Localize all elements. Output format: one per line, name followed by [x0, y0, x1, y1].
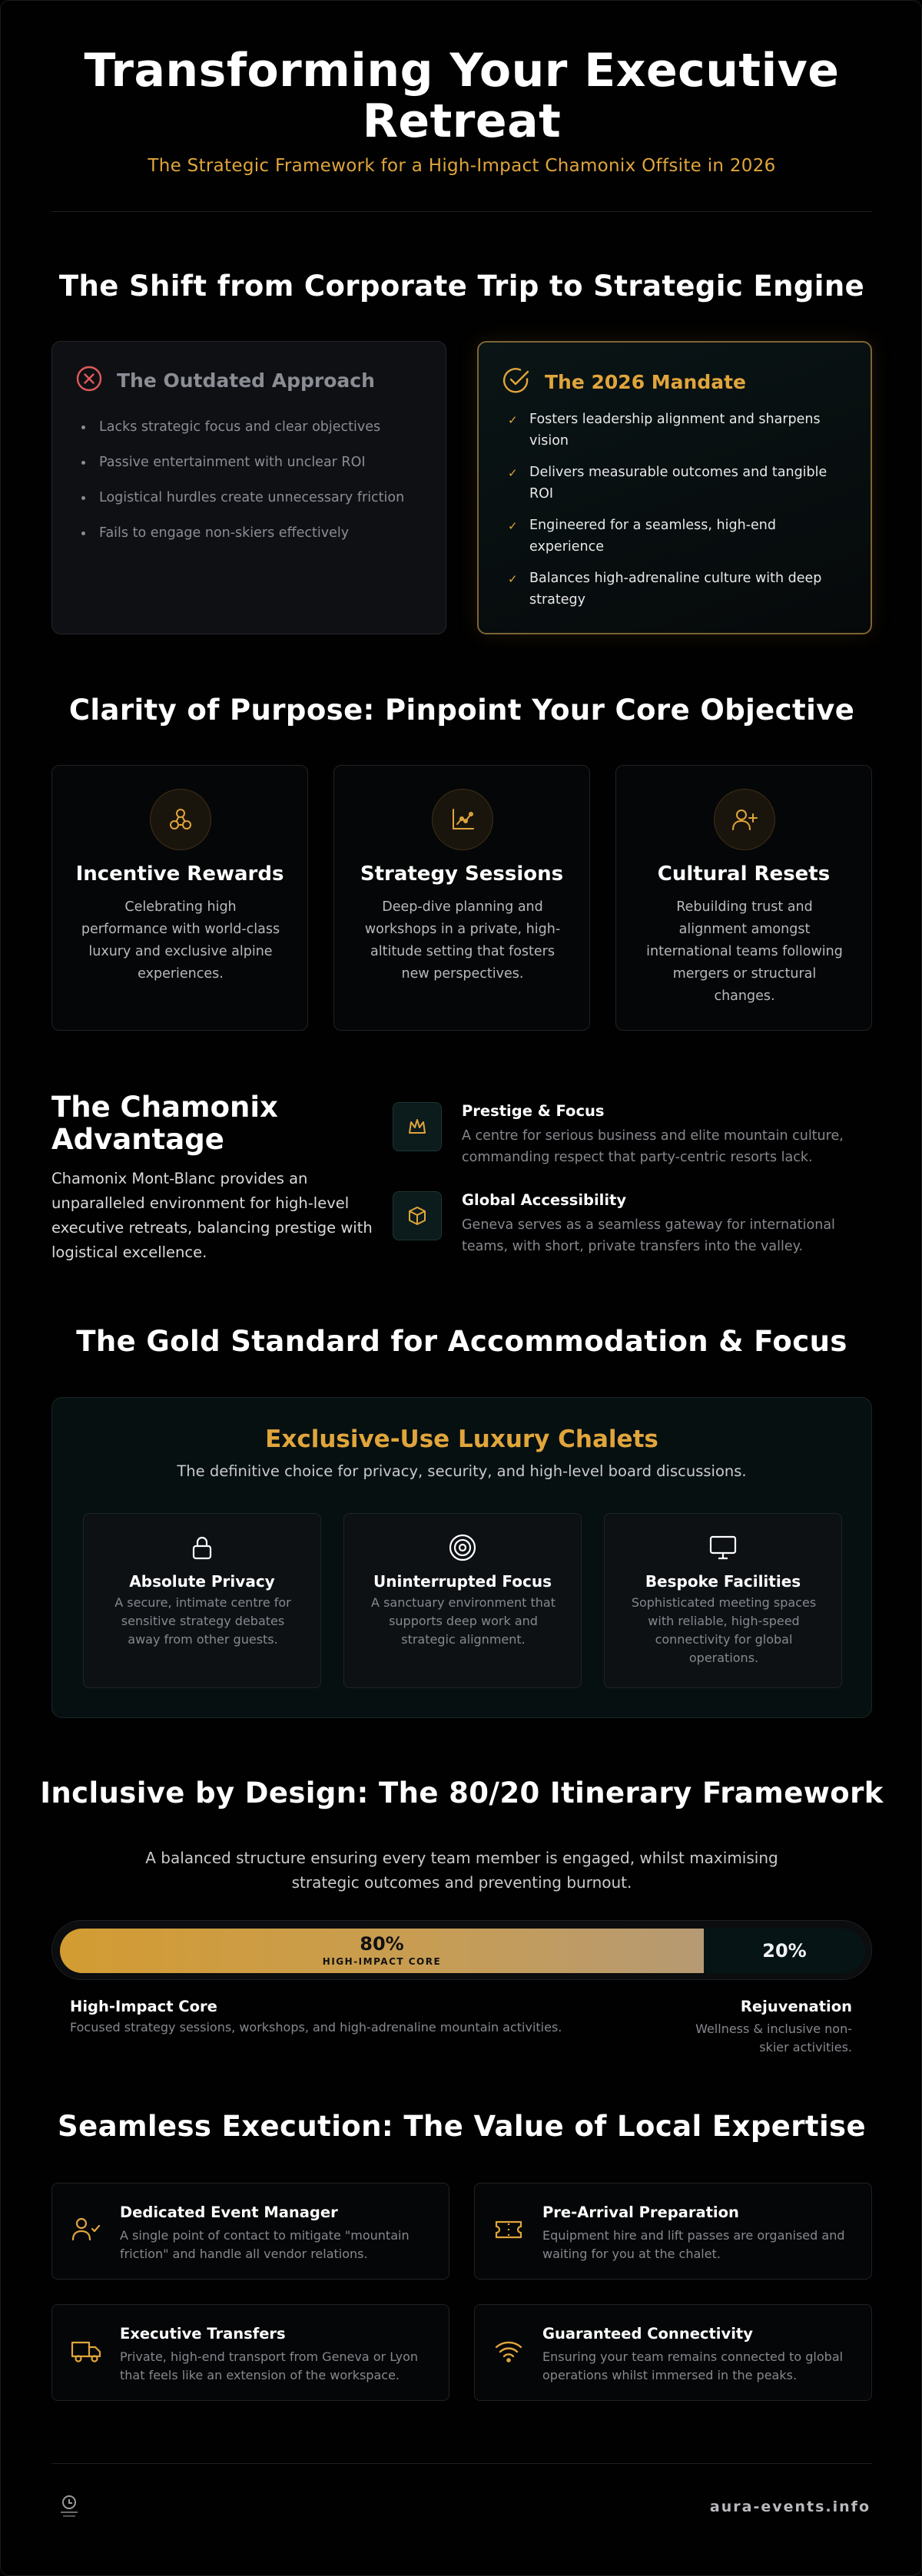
core-legend-title: High-Impact Core	[70, 1998, 217, 2015]
check-icon: ✓	[508, 572, 518, 586]
page-title: Transforming Your Executive Retreat	[84, 44, 840, 148]
exec-card-title: Dedicated Event Manager	[120, 2204, 338, 2221]
itinerary-heading: Inclusive by Design: The 80/20 Itinerary Framework	[40, 1776, 884, 1809]
exec-card-desc: A single point of contact to mitigate "mountain friction" and handle all vendor relations.	[120, 2228, 410, 2261]
x-circle-icon	[75, 365, 103, 396]
monitor-icon	[605, 1532, 841, 1563]
purpose-card-desc: Rebuilding trust and alignment amongst international teams following mergers or structural changes.	[646, 899, 843, 1004]
check-circle-icon	[502, 366, 531, 398]
chalet-feature-privacy	[83, 1513, 321, 1688]
list-item: ✓ Delivers measurable outcomes and tangible ROI	[508, 462, 854, 505]
list-item: ✓ Balances high-adrenaline culture with deep strategy	[508, 568, 854, 611]
feature-desc: Geneva serves as a seamless gateway for international teams, with short, private transfers into the valley.	[462, 1217, 835, 1254]
exec-card-title: Guaranteed Connectivity	[542, 2325, 753, 2343]
list-item: Lacks strategic focus and clear objectives	[81, 409, 404, 445]
network-icon	[150, 789, 211, 850]
list-item: Logistical hurdles create unnecessary friction	[81, 480, 404, 515]
lock-icon	[84, 1532, 320, 1563]
gold-heading: The Gold Standard for Accommodation & Focus	[76, 1325, 847, 1358]
purpose-card-title: Strategy Sessions	[360, 863, 564, 886]
purpose-card-desc: Deep-dive planning and workshops in a private, high-altitude setting that fosters new perspectives.	[364, 899, 561, 982]
outdated-list	[81, 409, 404, 551]
exec-card-preparation	[474, 2183, 872, 2280]
feature-desc: A centre for serious business and elite mountain culture, commanding respect that party-centric resorts lack.	[462, 1128, 844, 1165]
divider	[51, 2463, 872, 2464]
divider	[51, 211, 872, 212]
rest-percent: 20%	[762, 1940, 807, 1962]
purpose-card-cultural	[615, 765, 872, 1031]
mandate-title: The 2026 Mandate	[545, 370, 747, 393]
purpose-card-strategy	[333, 765, 590, 1031]
core-bar-label: HIGH-IMPACT CORE	[322, 1956, 442, 1967]
chalets-subtitle: The definitive choice for privacy, security, and high-level board discussions.	[177, 1462, 747, 1480]
list-item: ✓ Fosters leadership alignment and sharpens vision	[508, 409, 854, 452]
split-bar	[51, 1920, 872, 1980]
purpose-card-title: Cultural Resets	[657, 863, 831, 886]
chalet-feature-title: Uninterrupted Focus	[373, 1572, 552, 1591]
list-item: ✓ Engineered for a seamless, high-end experience	[508, 515, 854, 558]
box-icon	[393, 1191, 442, 1240]
outdated-approach-card	[51, 341, 446, 634]
shift-heading: The Shift from Corporate Trip to Strategic Engine	[58, 270, 865, 303]
user-plus-icon	[714, 789, 775, 850]
purpose-heading: Clarity of Purpose: Pinpoint Your Core Objective	[68, 694, 855, 727]
exec-card-title: Pre-Arrival Preparation	[542, 2204, 739, 2221]
user-check-icon	[69, 2213, 103, 2247]
core-percent: 80%	[360, 1933, 404, 1955]
wifi-icon	[492, 2334, 526, 2368]
chalet-feature-title: Bespoke Facilities	[645, 1572, 801, 1591]
purpose-card-incentive	[51, 765, 308, 1031]
exec-card-manager	[51, 2183, 449, 2280]
chalet-feature-desc: A sanctuary environment that supports deep work and strategic alignment.	[371, 1595, 556, 1647]
purpose-card-title: Incentive Rewards	[75, 863, 284, 886]
list-item: Passive entertainment with unclear ROI	[81, 445, 404, 480]
truck-icon	[69, 2334, 103, 2368]
exec-card-desc: Equipment hire and lift passes are organised and waiting for you at the chalet.	[542, 2228, 845, 2261]
ticket-icon	[492, 2213, 526, 2247]
exec-card-transfers	[51, 2304, 449, 2401]
execution-heading: Seamless Execution: The Value of Local Expertise	[58, 2110, 866, 2143]
core-legend	[70, 1998, 562, 2035]
chalets-title: Exclusive-Use Luxury Chalets	[265, 1425, 658, 1453]
target-icon	[344, 1532, 581, 1563]
growth-chart-icon	[432, 789, 493, 850]
exec-card-desc: Private, high-end transport from Geneva or Lyon that feels like an extension of the workspace.	[120, 2349, 419, 2382]
advantage-title: The Chamonix Advantage	[51, 1091, 278, 1156]
advantage-desc: Chamonix Mont-Blanc provides an unparalleled environment for high-level executive retreats, balancing prestige with logistical excellence.	[51, 1170, 373, 1261]
brand-logo-icon[interactable]	[51, 2489, 87, 2525]
rest-bar-segment	[704, 1929, 865, 1973]
check-icon: ✓	[508, 413, 518, 427]
mandate-card	[477, 341, 872, 634]
exec-card-desc: Ensuring your team remains connected to global operations whilst immersed in the peaks.	[542, 2349, 844, 2382]
chalet-feature-facilities	[604, 1513, 842, 1688]
exec-card-title: Executive Transfers	[120, 2325, 286, 2343]
outdated-approach-title: The Outdated Approach	[117, 369, 375, 392]
chalet-feature-desc: A secure, intimate centre for sensitive strategy debates away from other guests.	[114, 1595, 291, 1647]
rest-legend-desc: Wellness & inclusive non-skier activities.	[695, 2021, 852, 2055]
itinerary-intro: A balanced structure ensuring every team member is engaged, whilst maximising strategic outcomes and preventing burnout.	[145, 1849, 778, 1892]
chalet-feature-focus	[343, 1513, 582, 1688]
feature-title: Global Accessibility	[462, 1191, 627, 1209]
exec-card-connectivity	[474, 2304, 872, 2401]
feature-title: Prestige & Focus	[462, 1102, 605, 1120]
page-subtitle: The Strategic Framework for a High-Impact Chamonix Offsite in 2026	[148, 156, 776, 176]
chalet-feature-desc: Sophisticated meeting spaces with reliable, high-speed connectivity for global operations.	[631, 1595, 817, 1665]
crown-icon	[393, 1102, 442, 1151]
website-link[interactable]: aura-events.info	[709, 2498, 871, 2515]
core-bar-segment	[60, 1929, 704, 1973]
rest-legend	[668, 1998, 852, 2057]
chalet-feature-title: Absolute Privacy	[129, 1572, 275, 1591]
core-legend-desc: Focused strategy sessions, workshops, and high-adrenaline mountain activities.	[70, 2020, 562, 2035]
check-icon: ✓	[508, 466, 518, 480]
check-icon: ✓	[508, 519, 518, 533]
purpose-card-desc: Celebrating high performance with world-class luxury and exclusive alpine experiences.	[81, 899, 280, 982]
list-item: Fails to engage non-skiers effectively	[81, 515, 404, 551]
mandate-list	[508, 409, 854, 621]
chalets-box	[51, 1397, 872, 1718]
rest-legend-title: Rejuvenation	[740, 1998, 852, 2015]
